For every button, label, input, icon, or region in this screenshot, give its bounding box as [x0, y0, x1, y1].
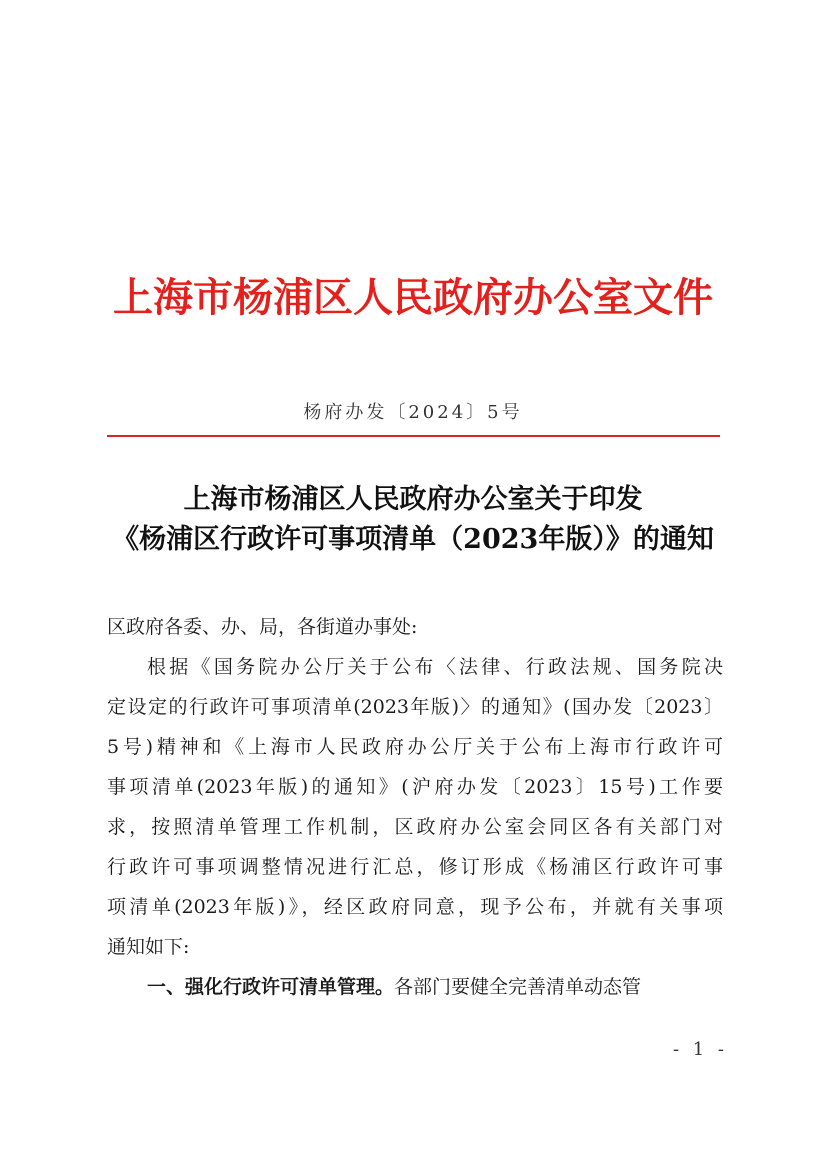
paragraph-1-line-8: 通知如下:	[107, 936, 190, 958]
paragraph-1-line-5: 求，按照清单管理工作机制，区政府办公室会同区各有关部门对	[107, 816, 723, 838]
paragraph-1-line-4: 事项清单(2023年版)的通知》(沪府办发〔2023〕15号)工作要	[107, 776, 723, 798]
paragraph-1-line-3: 5号)精神和《上海市人民政府办公厅关于公布上海市行政许可	[107, 736, 723, 758]
issuer-header-title: 上海市杨浦区人民政府办公室文件	[113, 274, 713, 321]
section-1-line	[107, 967, 723, 1007]
section-1-heading: 一、强化行政许可清单管理。	[147, 976, 395, 998]
paragraph-1-line-2: 定设定的行政许可事项清单(2023年版)〉的通知》(国办发〔2023〕	[107, 696, 723, 718]
red-divider-line	[107, 435, 720, 437]
notice-title-line-1: 上海市杨浦区人民政府办公室关于印发	[183, 484, 643, 515]
notice-title	[80, 480, 746, 560]
notice-body	[107, 607, 723, 1007]
paragraph-1-line-1: 根据《国务院办公厅关于公布〈法律、行政法规、国务院决	[147, 656, 723, 678]
salutation: 区政府各委、办、局，各街道办事处:	[107, 616, 418, 638]
document-number: 杨府办发〔2024〕5号	[303, 402, 523, 423]
paragraph-1-line-7: 项清单(2023年版)》，经区政府同意，现予公布，并就有关事项	[107, 896, 723, 918]
notice-title-line-2: 《杨浦区行政许可事项清单（2023年版）》的通知	[112, 524, 714, 555]
paragraph-1-line-6: 行政许可事项调整情况进行汇总，修订形成《杨浦区行政许可事	[107, 856, 723, 878]
page-number: - 1 -	[672, 1039, 728, 1060]
section-1-text: 各部门要健全完善清单动态管	[394, 976, 642, 998]
